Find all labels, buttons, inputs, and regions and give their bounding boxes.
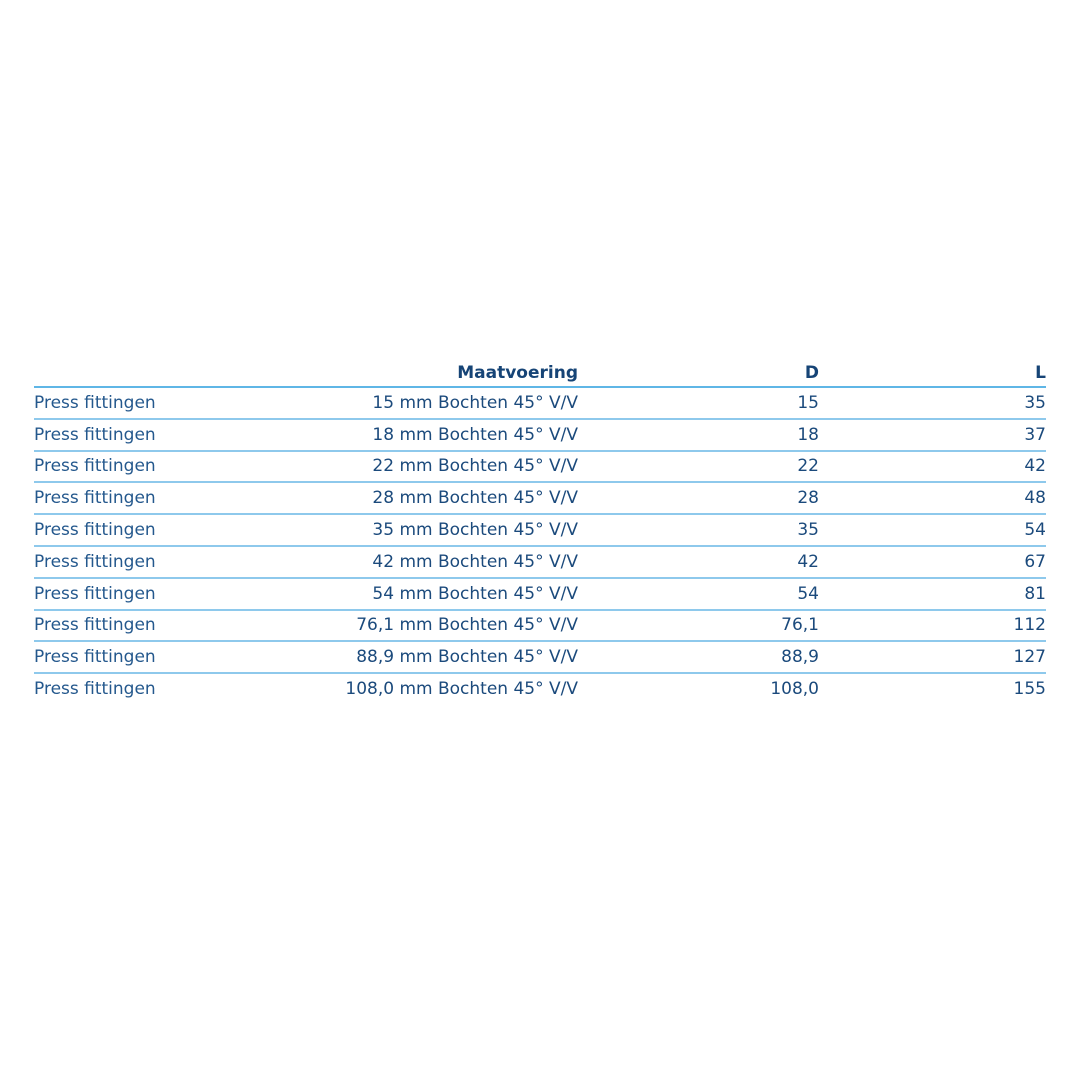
header-l: L (819, 360, 1046, 387)
cell-name: Press fittingen (34, 419, 184, 451)
cell-size: 76,1 mm Bochten 45° V/V (184, 610, 578, 642)
cell-l: 54 (819, 514, 1046, 546)
cell-d: 15 (578, 387, 819, 419)
table-row (34, 451, 1046, 483)
cell-name: Press fittingen (34, 482, 184, 514)
cell-d: 54 (578, 578, 819, 610)
cell-size: 35 mm Bochten 45° V/V (184, 514, 578, 546)
header-d: D (578, 360, 819, 387)
header-name (34, 360, 184, 387)
cell-name: Press fittingen (34, 641, 184, 673)
table-row (34, 610, 1046, 642)
table-row (34, 514, 1046, 546)
header-maatvoering: Maatvoering (184, 360, 578, 387)
cell-name: Press fittingen (34, 610, 184, 642)
header-row (34, 360, 1046, 387)
cell-size: 108,0 mm Bochten 45° V/V (345, 679, 578, 700)
table-row (34, 673, 1046, 704)
cell-d: 22 (578, 451, 819, 483)
table-row (34, 546, 1046, 578)
spec-table (34, 360, 1046, 704)
cell-d: 76,1 (578, 610, 819, 642)
cell-l: 155 (1013, 679, 1046, 700)
cell-name: Press fittingen (34, 387, 184, 419)
cell-d: 28 (578, 482, 819, 514)
table-row (34, 641, 1046, 673)
cell-d: 42 (578, 546, 819, 578)
cell-d: 88,9 (578, 641, 819, 673)
cell-size: 15 mm Bochten 45° V/V (184, 387, 578, 419)
cell-d: 18 (578, 419, 819, 451)
cell-l: 112 (819, 610, 1046, 642)
cell-l: 48 (819, 482, 1046, 514)
cell-l: 127 (819, 641, 1046, 673)
cell-name: Press fittingen (34, 679, 156, 700)
cell-l: 42 (819, 451, 1046, 483)
cell-size: 18 mm Bochten 45° V/V (184, 419, 578, 451)
cell-name: Press fittingen (34, 514, 184, 546)
cell-size: 54 mm Bochten 45° V/V (184, 578, 578, 610)
cell-l: 81 (819, 578, 1046, 610)
table-row (34, 419, 1046, 451)
cell-name: Press fittingen (34, 451, 184, 483)
cell-name: Press fittingen (34, 578, 184, 610)
table-row (34, 578, 1046, 610)
cell-l: 67 (819, 546, 1046, 578)
table-header (34, 360, 1046, 387)
cell-d: 35 (578, 514, 819, 546)
cell-size: 22 mm Bochten 45° V/V (184, 451, 578, 483)
cell-size: 88,9 mm Bochten 45° V/V (184, 641, 578, 673)
cell-d: 108,0 (770, 679, 819, 700)
cell-l: 37 (819, 419, 1046, 451)
cell-l: 35 (819, 387, 1046, 419)
table-row (34, 387, 1046, 419)
cell-size: 42 mm Bochten 45° V/V (184, 546, 578, 578)
cell-size: 28 mm Bochten 45° V/V (184, 482, 578, 514)
table-row (34, 482, 1046, 514)
cell-name: Press fittingen (34, 546, 184, 578)
table-body (34, 387, 1046, 704)
